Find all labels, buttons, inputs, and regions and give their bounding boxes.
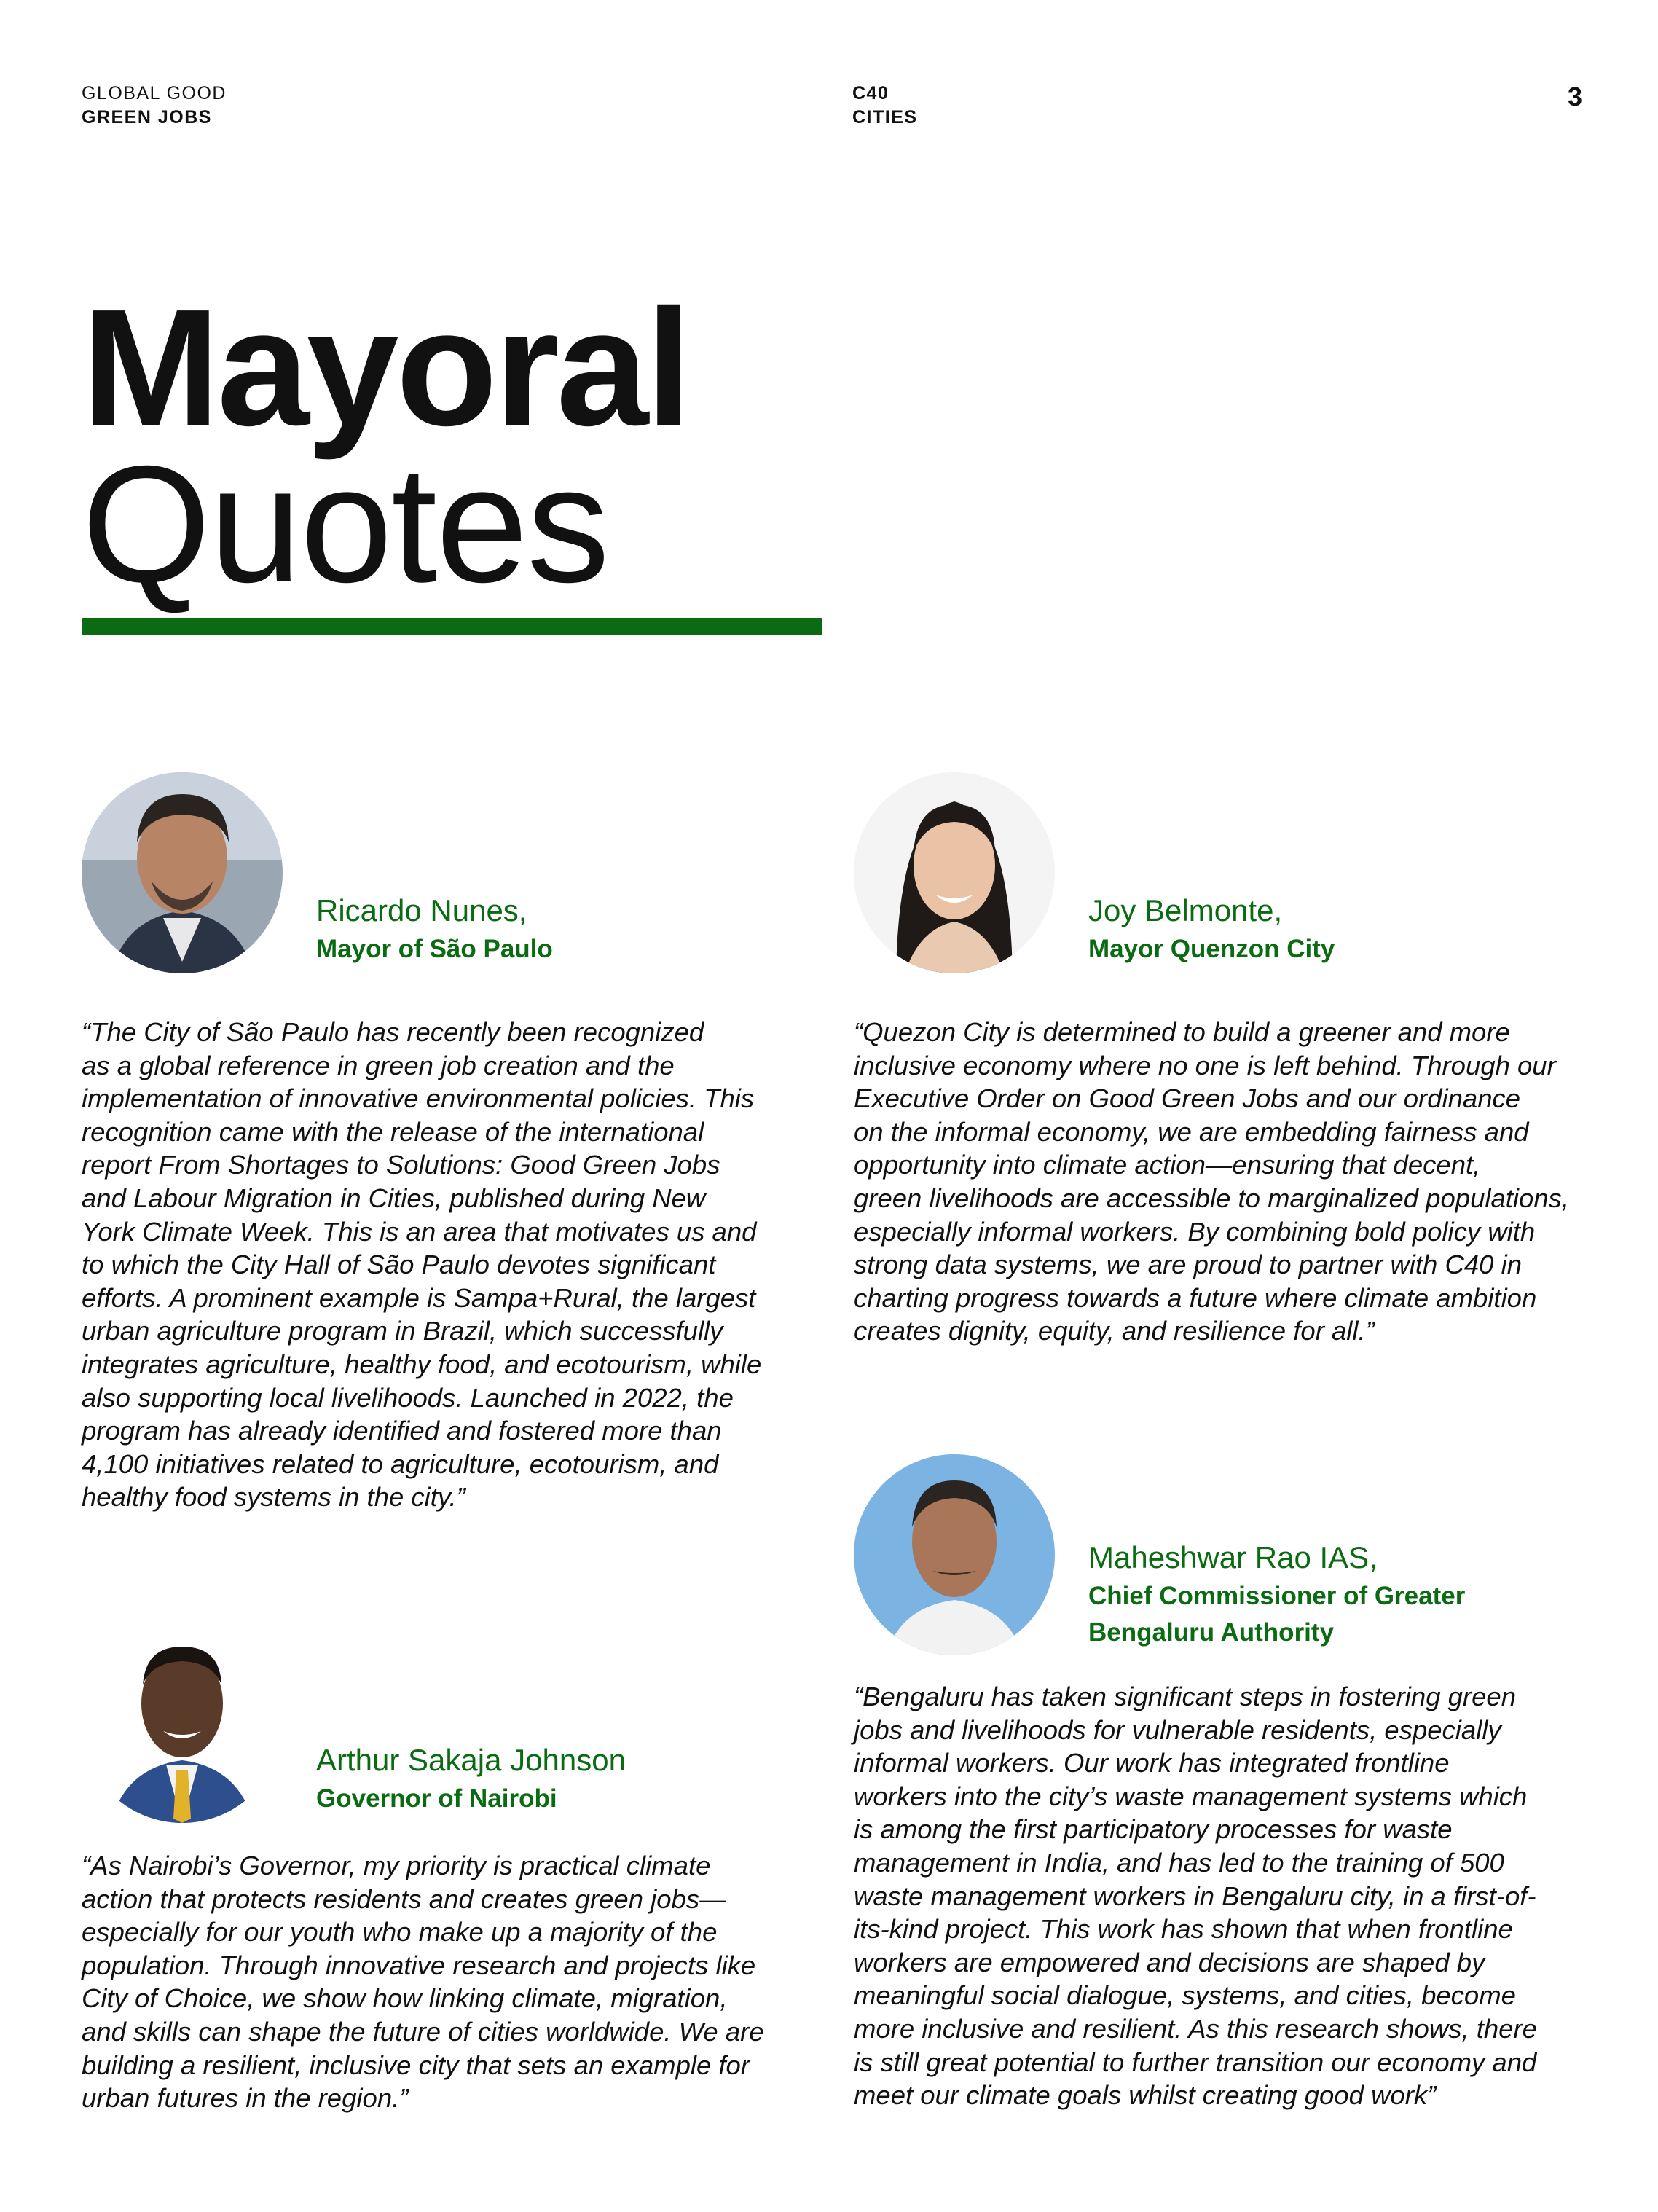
header-organization-line1: C40 bbox=[852, 83, 889, 103]
quote-line: building a resilient, inclusive city that sets an example for bbox=[82, 2050, 750, 2080]
quote-line: to which the City Hall of São Paulo devotes significant bbox=[82, 1250, 716, 1280]
quote-text bbox=[854, 1680, 1590, 2112]
quote-line: “Bengaluru has taken significant steps in fostering green bbox=[854, 1682, 1516, 1711]
quote-line: urban agriculture program in Brazil, which successfully bbox=[82, 1316, 723, 1346]
quote-line: and Labour Migration in Cities, published during New bbox=[82, 1183, 706, 1213]
quote-line: and skills can shape the future of cities worldwide. We are bbox=[82, 2016, 764, 2047]
quote-line: charting progress towards a future where climate ambition bbox=[854, 1282, 1537, 1313]
speaker-role: Governor of Nairobi bbox=[316, 1784, 557, 1813]
quote-line: “The City of São Paulo has recently been recognized bbox=[82, 1017, 704, 1047]
quote-line: Executive Order on Good Green Jobs and our ordinance bbox=[854, 1083, 1521, 1114]
quote-line: creates dignity, equity, and resilience for all.” bbox=[854, 1316, 1375, 1346]
quote-text bbox=[854, 1016, 1590, 1348]
page-title-line2: Quotes bbox=[82, 432, 609, 617]
speaker-role: Chief Commissioner of Greater Bengaluru Authority bbox=[1088, 1582, 1466, 1647]
title-underline-bar bbox=[82, 618, 822, 635]
speaker-role: Mayor Quenzon City bbox=[1088, 935, 1335, 963]
header-publication-line1: GLOBAL GOOD bbox=[82, 83, 227, 103]
quote-line: report From Shortages to Solutions: Good Green Jobs bbox=[82, 1150, 720, 1180]
quote-line: workers are empowered and decisions are shaped by bbox=[854, 1947, 1485, 1977]
quote-line: also supporting local livelihoods. Launched in 2022, the bbox=[82, 1382, 734, 1413]
quote-line: integrates agriculture, healthy food, and ecotourism, while bbox=[82, 1349, 762, 1379]
speaker-name: Joy Belmonte, bbox=[1088, 893, 1283, 927]
quote-line: especially for our youth who make up a majority of the bbox=[82, 1917, 718, 1948]
portrait-arthur-sakaja-johnson-icon bbox=[82, 1622, 283, 1823]
quote-line: recognition came with the release of the international bbox=[82, 1116, 704, 1147]
quote-line: implementation of innovative environmental policies. This bbox=[82, 1083, 755, 1114]
quote-line: strong data systems, we are proud to partner with C40 in bbox=[854, 1250, 1523, 1280]
quote-line: “As Nairobi’s Governor, my priority is practical climate bbox=[82, 1851, 711, 1880]
quote-line: more inclusive and resilient. As this research shows, there bbox=[854, 2013, 1537, 2044]
quote-line: 4,100 initiatives related to agriculture, ecotourism, and bbox=[82, 1448, 719, 1479]
quote-line: green livelihoods are accessible to marginalized populations, bbox=[854, 1183, 1570, 1213]
quote-line: management in India, and has led to the training of 500 bbox=[854, 1847, 1504, 1878]
quote-line: especially informal workers. By combining bold policy with bbox=[854, 1216, 1536, 1247]
quote-block-arthur-sakaja-johnson bbox=[82, 1622, 825, 2139]
quote-block-ricardo-nunes bbox=[82, 772, 825, 1530]
quote-line: waste management workers in Bengaluru city, in a first-of- bbox=[854, 1880, 1536, 1911]
portrait-joy-belmonte-icon bbox=[854, 772, 1055, 973]
header-publication-line2: GREEN JOBS bbox=[82, 107, 212, 128]
speaker-name: Arthur Sakaja Johnson bbox=[316, 1743, 626, 1777]
quote-line: workers into the city’s waste management systems which bbox=[854, 1781, 1528, 1811]
quote-block-joy-belmonte bbox=[854, 772, 1597, 1355]
quote-line: efforts. A prominent example is Sampa+Rural, the largest bbox=[82, 1282, 756, 1313]
quote-block-maheshwar-rao bbox=[854, 1454, 1597, 2139]
quote-line: York Climate Week. This is an area that motivates us and bbox=[82, 1216, 757, 1247]
quote-line: its-kind project. This work has shown that when frontline bbox=[854, 1914, 1513, 1945]
speaker-name: Ricardo Nunes, bbox=[316, 893, 527, 927]
header-publication bbox=[82, 82, 227, 130]
quote-line: opportunity into climate action—ensuring that decent, bbox=[854, 1150, 1481, 1180]
quote-line: jobs and livelihoods for vulnerable residents, especially bbox=[854, 1714, 1501, 1745]
quote-line: program has already identified and fostered more than bbox=[82, 1416, 722, 1446]
speaker-role: Mayor of São Paulo bbox=[316, 935, 553, 963]
quote-line: informal workers. Our work has integrated frontline bbox=[854, 1748, 1450, 1778]
quote-line: meaningful social dialogue, systems, and cities, become bbox=[854, 1980, 1516, 2011]
portrait-maheshwar-rao-icon bbox=[854, 1454, 1055, 1655]
quote-line: “Quezon City is determined to build a greener and more bbox=[854, 1017, 1510, 1047]
quote-text bbox=[82, 1016, 817, 1514]
quote-line: as a global reference in green job creation and the bbox=[82, 1050, 675, 1080]
quote-line: inclusive economy where no one is left behind. Through our bbox=[854, 1050, 1556, 1080]
quote-line: population. Through innovative research and projects like bbox=[82, 1950, 756, 1980]
quote-line: meet our climate goals whilst creating good work” bbox=[854, 2080, 1437, 2111]
header-organization bbox=[852, 82, 918, 130]
quote-line: urban futures in the region.” bbox=[82, 2083, 409, 2114]
quote-line: is among the first participatory processes for waste bbox=[854, 1814, 1453, 1845]
quote-line: is still great potential to further transition our economy and bbox=[854, 2047, 1537, 2077]
page-title-line1: Mayoral bbox=[82, 275, 689, 460]
header-organization-line2: CITIES bbox=[852, 107, 918, 128]
quote-line: on the informal economy, we are embedding fairness and bbox=[854, 1116, 1529, 1147]
quote-line: healthy food systems in the city.” bbox=[82, 1482, 465, 1513]
page-number: 3 bbox=[1567, 82, 1582, 111]
portrait-ricardo-nunes-icon bbox=[82, 772, 283, 973]
speaker-name: Maheshwar Rao IAS, bbox=[1088, 1540, 1378, 1574]
quote-text bbox=[82, 1849, 817, 2115]
quote-line: action that protects residents and creates green jobs— bbox=[82, 1883, 726, 1914]
quote-line: City of Choice, we show how linking climate, migration, bbox=[82, 1983, 728, 2014]
